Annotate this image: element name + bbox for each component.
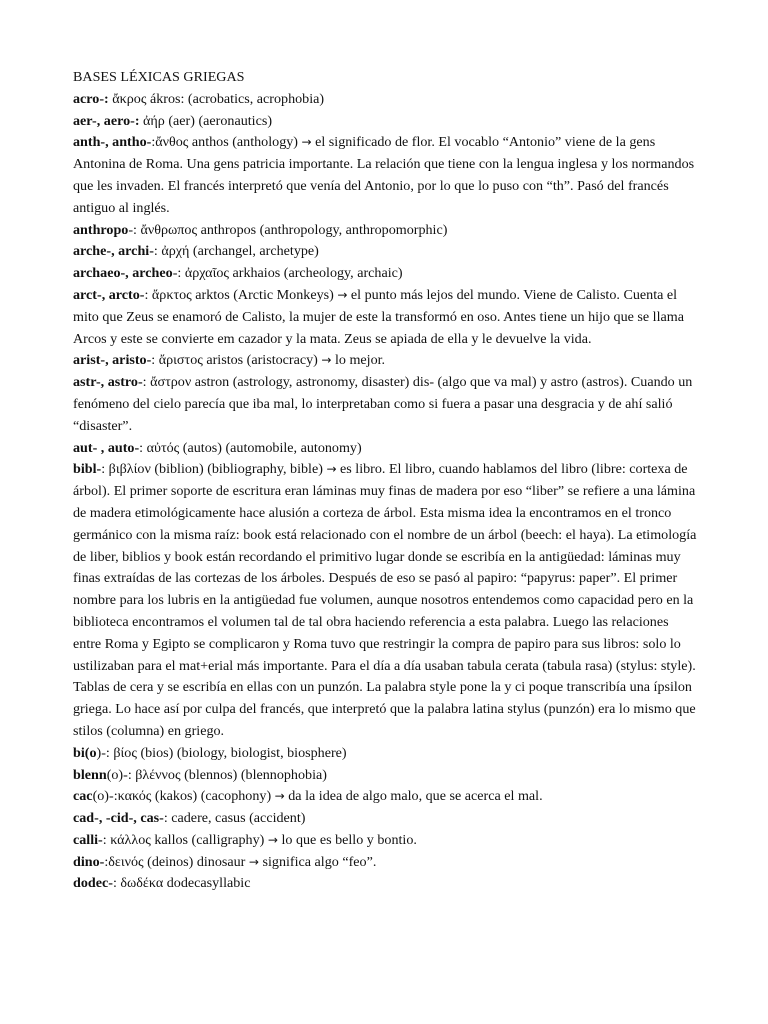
- glossary-entry: [73, 89, 698, 111]
- right-arrow-icon: →: [274, 789, 285, 804]
- entry-text: ἄκρος ákros: (acrobatics, acrophobia): [108, 90, 325, 107]
- entry-text: ἀήρ (aer) (aeronautics): [139, 112, 273, 129]
- entry-term: bi(o: [73, 744, 97, 761]
- entry-term: acro-:: [73, 90, 109, 107]
- glossary-entry: [73, 786, 698, 808]
- entry-term: calli-: [73, 831, 103, 848]
- entry-term: astr-, astro-: [73, 374, 143, 391]
- entry-text: el significado de flor. El vocablo “Antonio” viene de la gens Antonina de Roma. Una gens patricia importante. La relación que tiene con la lengua inglesa y los normandos que les invaden. El francés interpretó que venía del Antonio, por lo que lo puso con “th”. Pasó del francés antiguo al inglés.: [73, 134, 695, 216]
- entry-term: arist-, aristo-: [73, 352, 152, 369]
- entry-text: (o)-:κακός (kakos) (cacophony): [92, 788, 275, 805]
- entry-text: : βιβλίον (biblion) (bibliography, bible): [101, 461, 327, 478]
- glossary-entry: [73, 285, 698, 350]
- glossary-entry: [73, 438, 698, 460]
- entry-term: archaeo-, archeo: [73, 265, 173, 282]
- entry-text: )-: βίος (bios) (biology, biologist, biosphere): [96, 744, 347, 761]
- document-page: [73, 67, 698, 895]
- entry-term: bibl-: [73, 461, 102, 478]
- glossary-entry: [73, 873, 698, 895]
- entry-text: es libro. El libro, cuando hablamos del libro (libre: cortexa de árbol). El primer soporte de escritura eran láminas muy finas de madera por eso “liber” se refiere a una lámina de madera etimológicamente hace alusión a corteza de árbol. Esta misma idea la encontramos en el tronco germánico con la misma raíz: book está relacionado con el nombre de un árbol (beech: el haya). La etimología de liber, biblios y book están recordando el primitivo lugar donde se escribía en la antigüedad: láminas muy finas extraídas de las cortezas de los árboles. Después de eso se pasó al papiro: “papyrus: paper”. El primer nombre para los lubris en la antigüedad fue volumen, aunque nosotros entendemos como capacidad pero en la biblioteca encontramos el volumen tal de tal obra haciendo referencia a esta palabra. Luego las relaciones entre Roma y Egipto se complicaron y Roma tuvo que restringir la compra de papiro para sus libros: solo lo ustilizaban para el mat+erial más importante. Para el día a día usaban tabula cerata (tabula rasa) (stylus: style). Tablas de cera y se escribía en ellas con un punzón. La palabra style pone la y ci poque transcribía una ípsilon griega. Lo hace así por culpa del francés, que interpretó que la palabra latina stylus (punzón) era lo mismo que stilos (columna) en griego.: [73, 461, 697, 739]
- glossary-entry: [73, 263, 698, 285]
- glossary-entry: [73, 808, 698, 830]
- glossary-entry: [73, 743, 698, 765]
- entry-text: : αὐτός (autos) (automobile, autonomy): [139, 439, 362, 456]
- entry-text: significa algo “feo”.: [258, 853, 377, 870]
- entry-term: anthropo: [73, 221, 129, 238]
- right-arrow-icon: →: [267, 832, 278, 847]
- entry-text: da la idea de algo malo, que se acerca el mal.: [284, 788, 543, 805]
- glossary-entry: [73, 372, 698, 437]
- entry-text: el punto más lejos del mundo. Viene de Calisto. Cuenta el mito que Zeus se enamoró de Calisto, la mujer de este la transformó en oso. Antes tiene un hijo que se llama Arcos y este se convierte em cazador y la mata. Zeus se apiada de ella y le devuelve la vida.: [73, 286, 684, 347]
- right-arrow-icon: →: [337, 287, 348, 302]
- glossary-entry: [73, 132, 698, 219]
- entry-text: : δωδέκα dodecasyllabic: [112, 875, 251, 892]
- entry-text: : ἄριστος aristos (aristocracy): [151, 352, 322, 369]
- entry-term: cac: [73, 788, 93, 805]
- glossary-entry: [73, 830, 698, 852]
- right-arrow-icon: →: [321, 353, 332, 368]
- entry-text: : cadere, casus (accident): [163, 810, 306, 827]
- entry-text: lo que es bello y bontio.: [277, 831, 417, 848]
- entry-term: blenn: [73, 766, 107, 783]
- entry-term: aut- , auto-: [73, 439, 140, 456]
- glossary-entry: [73, 220, 698, 242]
- entry-text: : ἄρκτος arktos (Arctic Monkeys): [144, 286, 338, 303]
- entry-term: anth-, antho-: [73, 134, 152, 151]
- entry-text: : ἄστρον astron (astrology, astronomy, disaster) dis- (algo que va mal) y astro (astros). Cuando un fenómeno del cielo parecía que iba mal, lo interpretaban como si fuera a pasar una desgracia y de ahí salió “disaster”.: [73, 374, 693, 434]
- glossary-entry: [73, 765, 698, 787]
- glossary-entry: [73, 241, 698, 263]
- right-arrow-icon: →: [248, 854, 259, 869]
- entry-text: (o)-: βλέννος (blennos) (blennophobia): [106, 766, 327, 783]
- entry-text: : κάλλος kallos (calligraphy): [102, 831, 268, 848]
- entry-text: -: ἀρχαῖος arkhaios (archeology, archaic): [172, 265, 403, 282]
- entry-text: lo mejor.: [331, 352, 386, 369]
- entry-term: dodec-: [73, 875, 113, 892]
- entry-text: -: ἄνθρωπος anthropos (anthropology, anthropomorphic): [128, 221, 448, 238]
- entry-term: arct-, arcto-: [73, 286, 145, 303]
- glossary-entry: [73, 459, 698, 742]
- entry-term: cad-, -cid-, cas-: [73, 810, 164, 827]
- entry-term: dino-: [73, 853, 105, 870]
- entry-text: :δεινός (deinos) dinosaur: [104, 853, 249, 870]
- glossary-entry: [73, 350, 698, 372]
- entry-text: : ἀρχή (archangel, archetype): [153, 243, 319, 260]
- entry-term: arche-, archi-: [73, 243, 154, 260]
- entry-list: [73, 89, 698, 895]
- right-arrow-icon: →: [326, 462, 337, 477]
- document-title: BASES LÉXICAS GRIEGAS: [73, 69, 245, 85]
- entry-text: :ἄνθος anthos (anthology): [151, 134, 302, 151]
- entry-term: aer-, aero-:: [73, 112, 140, 129]
- glossary-entry: [73, 852, 698, 874]
- right-arrow-icon: →: [301, 135, 312, 150]
- glossary-entry: [73, 111, 698, 133]
